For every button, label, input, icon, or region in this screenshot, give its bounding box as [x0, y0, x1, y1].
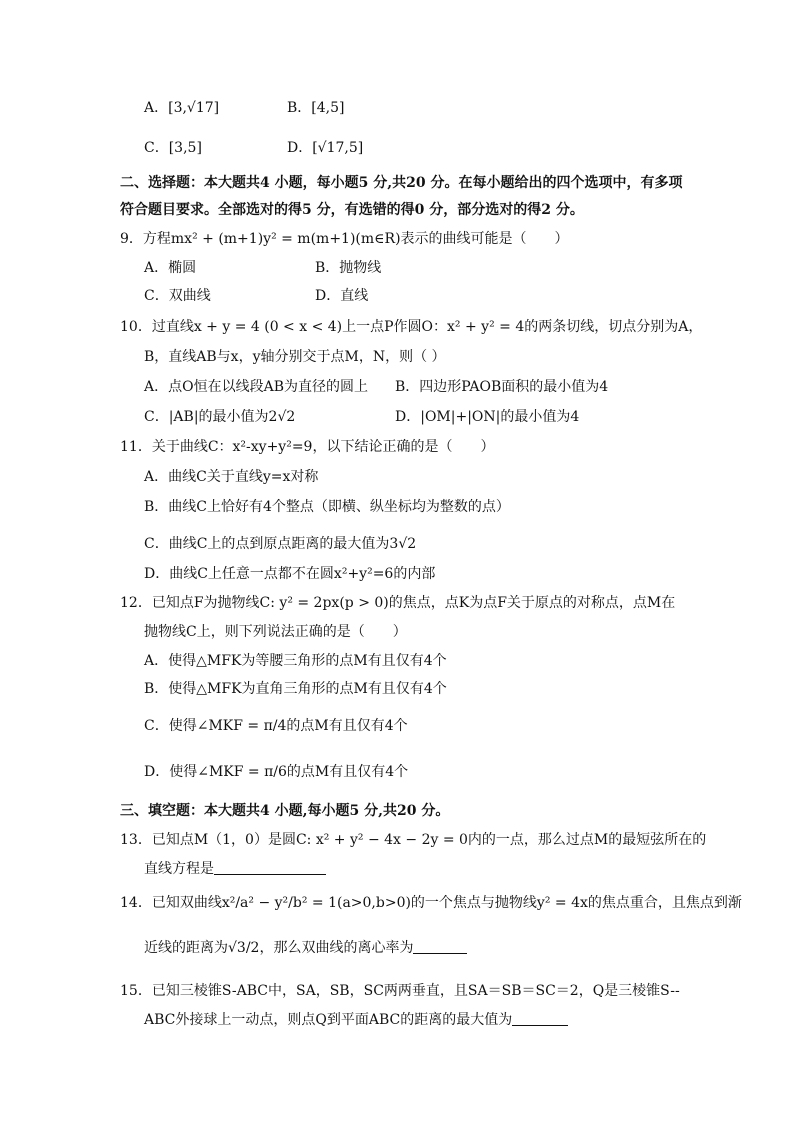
q11-option-c: C．曲线C上的点到原点距离的最大值为3√2: [144, 536, 417, 552]
q13-stem-line1: 13．已知点M（1，0）是圆C: x² + y² − 4x − 2y = 0内的一点，那么过点M的最短弦所在的: [120, 832, 707, 848]
section2-heading-line2: 符合题目要求。全部选对的得5 分，有选错的得0 分，部分选对的得2 分。: [120, 202, 584, 218]
q13-stem-line2: [144, 861, 326, 879]
q15-stem-line2: [144, 1012, 568, 1030]
q9-option-b: B．抛物线: [315, 260, 382, 276]
q15-stem-line1: 15．已知三棱锥S-ABC中，SA，SB，SC两两垂直，且SA＝SB＝SC＝2，Q是三棱锥S--: [120, 983, 680, 999]
q15-stem-line2-text: ABC外接球上一动点，则点Q到平面ABC的距离的最大值为: [144, 1012, 513, 1028]
q8-option-a: A．[3,√17]: [144, 100, 220, 116]
q12-option-a: A．使得△MFK为等腰三角形的点M有且仅有4个: [144, 653, 447, 669]
q8-option-c: C．[3,5]: [144, 140, 202, 156]
q11-option-d: D．曲线C上任意一点都不在圆x²+y²=6的内部: [144, 566, 436, 582]
q13-answer-blank[interactable]: [214, 862, 326, 875]
q12-stem-line2: 抛物线C上，则下列说法正确的是（ ）: [144, 624, 407, 640]
q10-stem-line2: B，直线AB与x，y轴分别交于点M，N，则（ ）: [144, 349, 446, 365]
q14-answer-blank[interactable]: [413, 941, 467, 954]
q14-stem-line2-text: 近线的距离为√3/2，那么双曲线的离心率为: [144, 940, 414, 956]
q9-option-d: D．直线: [315, 288, 369, 304]
section2-heading-line1: 二、选择题：本大题共4 小题，每小题5 分,共20 分。在每小题给出的四个选项中，有多项: [120, 175, 683, 191]
q10-stem-line1: 10．过直线x + y = 4 (0 < x < 4)上一点P作圆O：x² + y² = 4的两条切线，切点分别为A，: [120, 319, 703, 335]
q15-answer-blank[interactable]: [512, 1013, 568, 1026]
q8-option-b: B．[4,5]: [287, 100, 345, 116]
q12-stem-line1: 12．已知点F为抛物线C: y² = 2px(p > 0)的焦点，点K为点F关于原点的对称点，点M在: [120, 595, 676, 611]
q10-option-a: A．点O恒在以线段AB为直径的圆上: [144, 379, 368, 395]
q11-stem: 11．关于曲线C：x²-xy+y²=9，以下结论正确的是（ ）: [120, 439, 495, 455]
q13-stem-line2-text: 直线方程是: [144, 861, 214, 877]
q11-option-b: B．曲线C上恰好有4个整点（即横、纵坐标均为整数的点）: [144, 499, 510, 515]
q11-option-a: A．曲线C关于直线y=x对称: [144, 469, 319, 485]
q14-stem-line1: 14．已知双曲线x²/a² − y²/b² = 1(a>0,b>0)的一个焦点与抛物线y² = 4x的焦点重合，且焦点到渐: [120, 895, 742, 911]
q10-option-b: B．四边形PAOB面积的最小值为4: [395, 379, 609, 395]
q9-option-c: C．双曲线: [144, 288, 211, 304]
q9-stem: 9．方程mx² + (m+1)y² = m(m+1)(m∈R)表示的曲线可能是（ ）: [120, 231, 569, 247]
q12-option-d: D．使得∠MKF = π/6的点M有且仅有4个: [144, 764, 409, 780]
section3-heading: 三、填空题：本大题共4 小题,每小题5 分,共20 分。: [120, 803, 450, 819]
q10-option-d: D．|OM|+|ON|的最小值为4: [395, 409, 580, 425]
q9-option-a: A．椭圆: [144, 260, 197, 276]
q8-option-d: D．[√17,5]: [287, 140, 364, 156]
q14-stem-line2: [144, 940, 467, 958]
q12-option-b: B．使得△MFK为直角三角形的点M有且仅有4个: [144, 681, 447, 697]
q10-option-c: C．|AB|的最小值为2√2: [144, 409, 296, 425]
q12-option-c: C．使得∠MKF = π/4的点M有且仅有4个: [144, 718, 408, 734]
